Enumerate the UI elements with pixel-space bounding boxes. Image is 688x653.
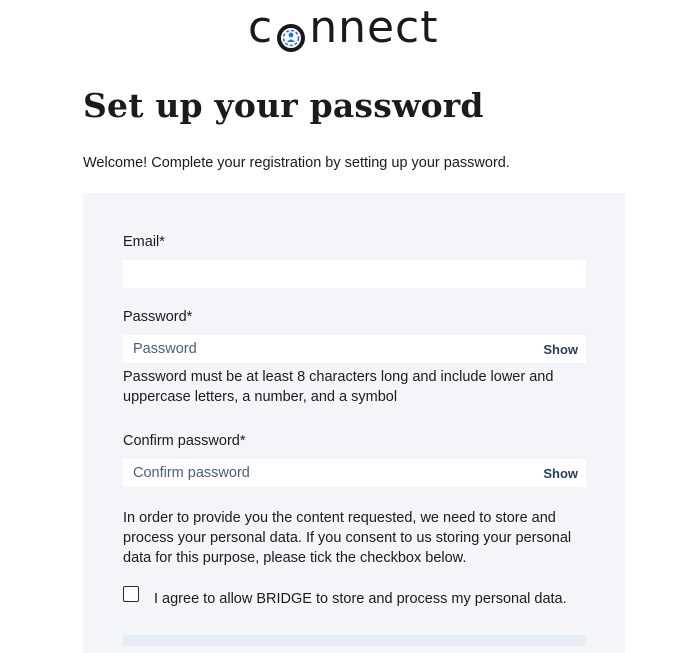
password-label: Password* (123, 309, 193, 325)
password-hint: Password must be at least 8 characters long and include lower and uppercase letters, a number, and a symbol (123, 369, 554, 405)
logo-person-icon (275, 14, 307, 46)
intro-text: Welcome! Complete your registration by setting up your password. (83, 155, 510, 171)
consent-checkbox[interactable] (123, 586, 139, 602)
confirm-password-show-toggle[interactable]: Show (543, 465, 578, 481)
password-field[interactable] (123, 335, 586, 363)
consent-checkbox-label[interactable]: I agree to allow BRIDGE to store and process my personal data. (154, 591, 567, 607)
confirm-password-field[interactable] (123, 459, 586, 487)
consent-text: In order to provide you the content requested, we need to store and process your personal data. If you consent to us storing your personal data for this purpose, please tick the checkbox below. (123, 510, 572, 566)
page-title: Set up your password (83, 86, 484, 125)
logo-letter-c: c (248, 1, 274, 53)
password-show-toggle[interactable]: Show (543, 341, 578, 357)
connect-logo (248, 1, 462, 53)
submit-area[interactable] (123, 635, 586, 646)
password-placeholder: Password (133, 341, 197, 357)
logo-letters-rest: nnect (309, 1, 439, 53)
confirm-password-label: Confirm password* (123, 433, 246, 449)
email-label: Email* (123, 234, 165, 250)
email-field[interactable] (123, 260, 586, 288)
confirm-password-placeholder: Confirm password (133, 465, 250, 481)
